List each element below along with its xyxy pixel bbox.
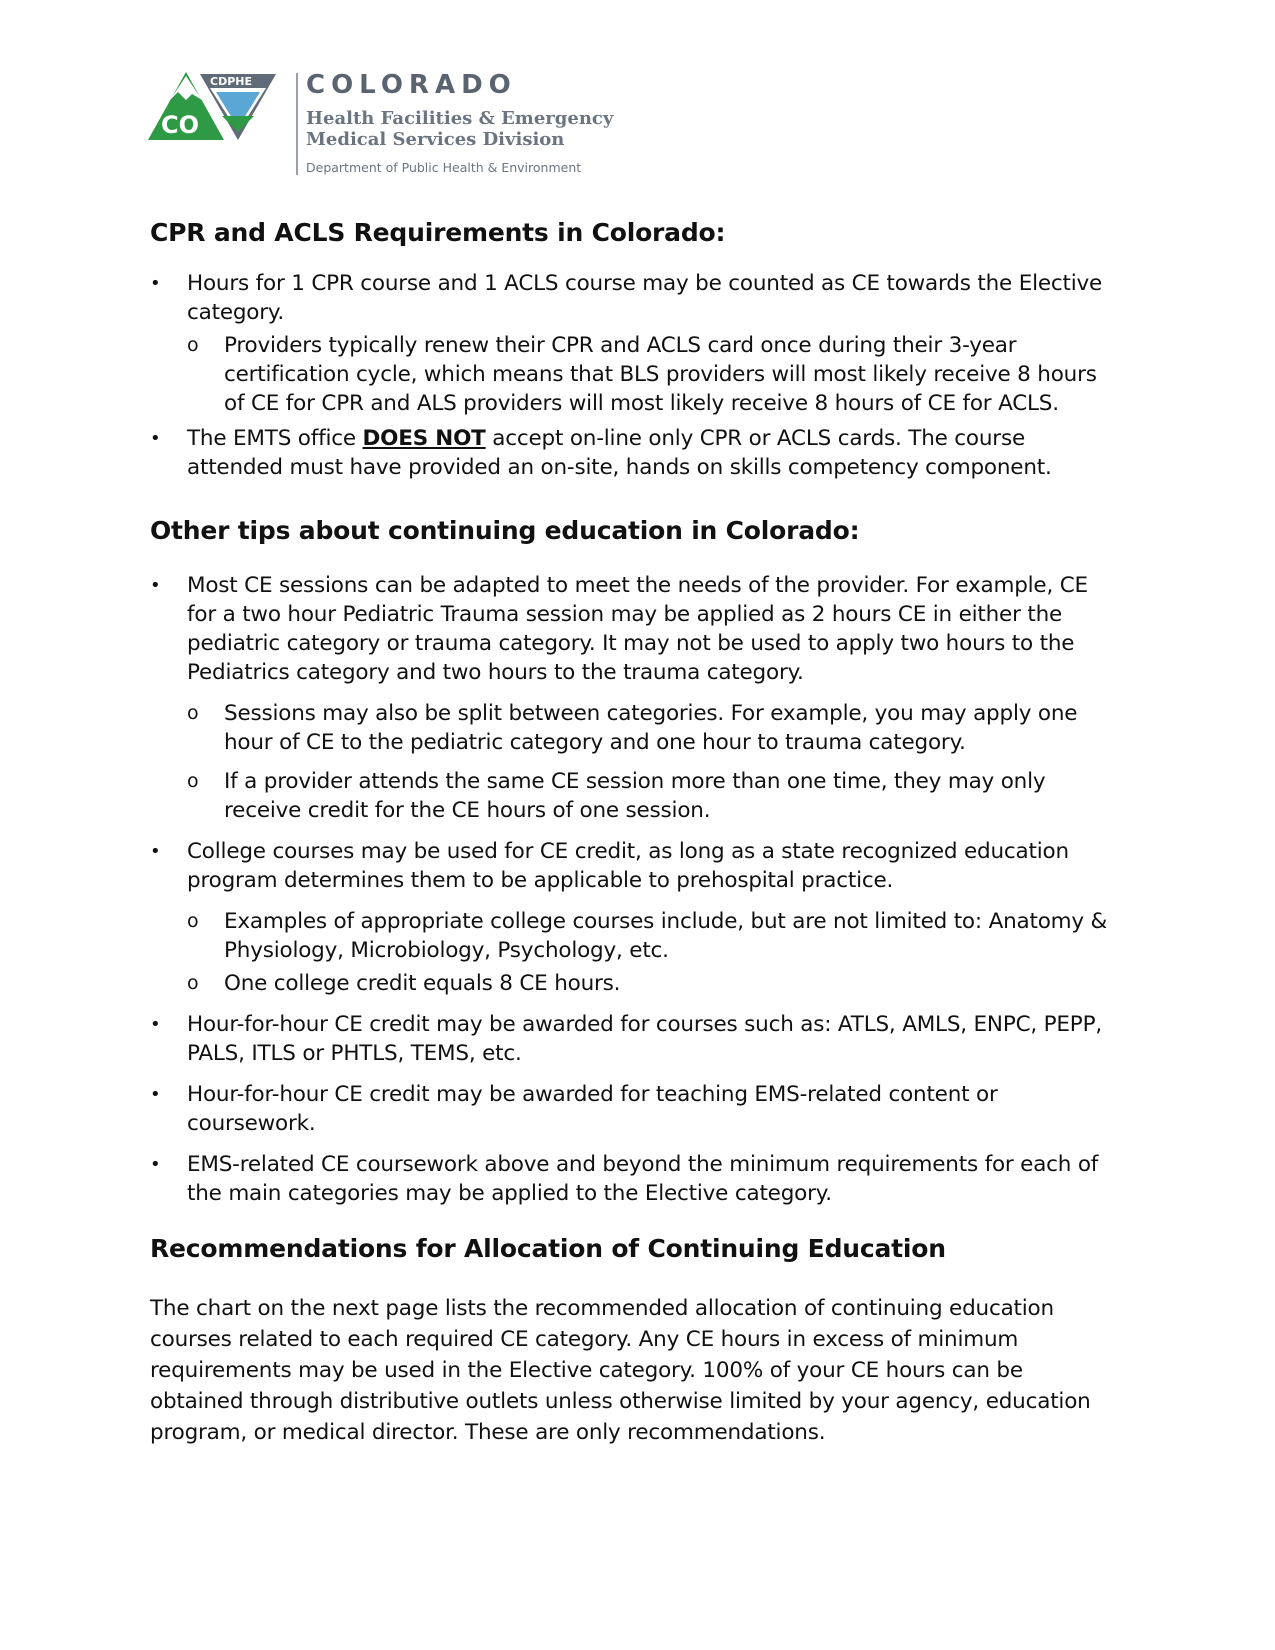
sub-list-item [150,969,1110,998]
list-item-text: Hour-for-hour CE credit may be awarded for courses such as: ATLS, AMLS, ENPC, PEPP, PALS, ITLS or PHTLS, TEMS, etc. [187,1012,1102,1066]
sub-list-item [150,907,1110,965]
list-item [150,424,1110,482]
sub-bullet-marker: o [187,702,199,724]
list-item-text: Hour-for-hour CE credit may be awarded for teaching EMS-related content or coursework. [187,1082,998,1136]
bullet-marker: • [150,428,161,449]
list-item-text: College courses may be used for CE credit, as long as a state recognized education program determines them to be applicable to prehospital practice. [187,839,1069,893]
header-divider [296,73,298,175]
document-body [150,218,1110,1448]
sub-list-item [150,767,1110,825]
recommendations-paragraph: The chart on the next page lists the recommended allocation of continuing education courses related to each required CE category. Any CE hours in excess of minimum requirements may be used in the Elective category. 100% of your CE hours can be obtained through distributive outlets unless otherwise limited by your agency, education program, or medical director. These are only recommendations. [150,1296,1091,1445]
section-heading-recommendations: Recommendations for Allocation of Continuing Education [150,1234,946,1263]
list-item-text: EMS-related CE coursework above and beyond the minimum requirements for each of the main categories may be applied to the Elective category. [187,1152,1099,1206]
list-item-text: Most CE sessions can be adapted to meet the needs of the provider. For example, CE for a two hour Pediatric Trauma session may be applied as 2 hours CE in either the pediatric category or trauma category. It may not be used to apply two hours to the Pediatrics category and two hours to the trauma category. [187,573,1088,685]
sub-list-item-text: If a provider attends the same CE session more than one time, they may only receive credit for the CE hours of one session. [224,769,1046,823]
logo-badge-text: CDPHE [210,75,252,88]
bullet-marker: • [150,1154,161,1175]
bullet-marker: • [150,1014,161,1035]
bullet-marker: • [150,273,161,294]
list-item-text-after: accept on-line only CPR or ACLS cards. The course attended must have provided an on-site, hands on skills competency component. [187,426,1052,480]
cdphe-colorado-logo [148,70,278,144]
department-name: Department of Public Health & Environment [306,160,582,175]
division-name-line2: Medical Services Division [306,129,565,150]
emphasis-does-not: DOES NOT [362,426,486,451]
sub-bullet-marker: o [187,972,199,994]
bullet-marker: • [150,841,161,862]
sub-list-item-text: One college credit equals 8 CE hours. [224,971,621,996]
sub-list-item [150,331,1110,418]
sub-list-item [150,699,1110,757]
division-name-line1: Health Facilities & Emergency [306,108,614,129]
list-item [150,571,1110,687]
list-item [150,269,1110,327]
sub-list-item-text: Sessions may also be split between categories. For example, you may apply one hour of CE to the pediatric category and one hour to trauma category. [224,701,1078,755]
list-item [150,1010,1110,1068]
list-item-text: Hours for 1 CPR course and 1 ACLS course may be counted as CE towards the Elective category. [187,271,1103,325]
bullet-marker: • [150,1084,161,1105]
sub-bullet-marker: o [187,334,199,356]
list-item-text-before: The EMTS office [187,426,363,451]
sub-bullet-marker: o [187,910,199,932]
org-name: COLORADO [306,70,517,100]
section-heading-other-tips: Other tips about continuing education in Colorado: [150,516,860,545]
sub-list-item-text: Providers typically renew their CPR and ACLS card once during their 3-year certification cycle, which means that BLS providers will most likely receive 8 hours of CE for CPR and ALS providers will most likely receive 8 hours of CE for ACLS. [224,333,1097,416]
bullet-marker: • [150,575,161,596]
other-tips-list [150,571,1110,1208]
section-heading-cpr-acls: CPR and ACLS Requirements in Colorado: [150,218,726,247]
list-item [150,1150,1110,1208]
sub-bullet-marker: o [187,770,199,792]
list-item [150,837,1110,895]
logo-co-text: CO [161,111,200,139]
cpr-acls-list [150,269,1110,482]
sub-list-item-text: Examples of appropriate college courses include, but are not limited to: Anatomy & Physiology, Microbiology, Psychology, etc. [224,909,1108,963]
list-item [150,1080,1110,1138]
